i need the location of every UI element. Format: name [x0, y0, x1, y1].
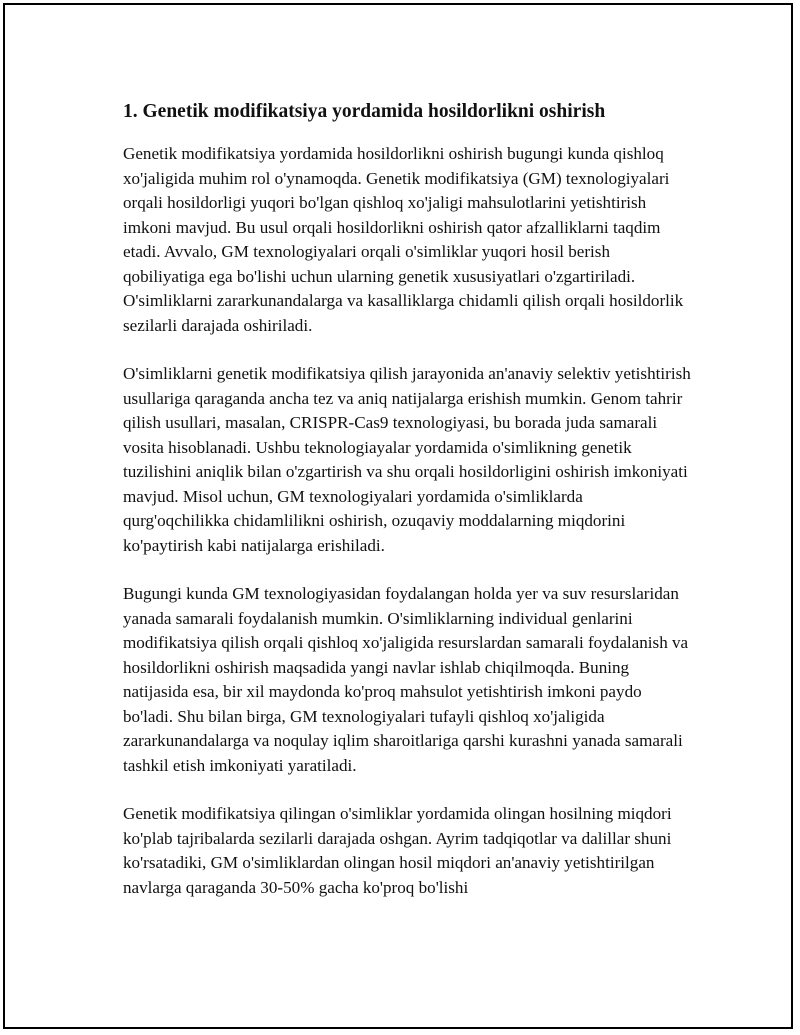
- page-frame: [3, 3, 793, 1029]
- section-heading: 1. Genetik modifikatsiya yordamida hosildorlikni oshirish: [123, 101, 606, 122]
- paragraph-4: Genetik modifikatsiya qilingan o'simliklar yordamida olingan hosilning miqdori ko'plab tajribalarda sezilarli darajada oshgan. Ayrim tadqiqotlar va dalillar shuni ko'rsatadiki, GM o'simliklardan olingan hosil miqdori an'anaviy yetishtirilgan navlarga qaraganda 30-50% gacha ko'proq bo'lishi: [123, 804, 672, 897]
- paragraph-2: O'simliklarni genetik modifikatsiya qilish jarayonida an'anaviy selektiv yetishtirish usullariga qaraganda ancha tez va aniq natijalarga erishish mumkin. Genom tahrir qilish usullari, masalan, CRISPR-Cas9 texnologiyasi, bu borada juda samarali vosita hisoblanadi. Ushbu teknologiayalar yordamida o'simlikning genetik tuzilishini aniqlik bilan o'zgartirish va shu orqali hosildorligini oshirish imkoniyati mavjud. Misol uchun, GM texnologiyalari yordamida o'simliklarda qurg'oqchilikka chidamlilikni oshirish, ozuqaviy moddalarning miqdorini ko'paytirish kabi natijalarga erishiladi.: [123, 364, 691, 555]
- paragraph-3: Bugungi kunda GM texnologiyasidan foydalangan holda yer va suv resurslaridan yanada samarali foydalanish mumkin. O'simliklarning individual genlarini modifikatsiya qilish orqali qishloq xo'jaligida resurslardan samarali foydalanish va hosildorlikni oshirish maqsadida yangi navlar ishlab chiqilmoqda. Buning natijasida esa, bir xil maydonda ko'proq mahsulot yetishtirish imkoni paydo bo'ladi. Shu bilan birga, GM texnologiyalari tufayli qishloq xo'jaligida zararkunandalarga va noqulay iqlim sharoitlariga qarshi kurashni yanada samarali tashkil etish imkoniyati yaratiladi.: [123, 584, 689, 775]
- paragraph-1: Genetik modifikatsiya yordamida hosildorlikni oshirish bugungi kunda qishloq xo'jaligida muhim rol o'ynamoqda. Genetik modifikatsiya (GM) texnologiyalari orqali hosildorligi yuqori bo'lgan qishloq xo'jaligi mahsulotlarini yetishtirish imkoni mavjud. Bu usul orqali hosildorlikni oshirish qator afzalliklarni taqdim etadi. Avvalo, GM texnologiyalari orqali o'simliklar yuqori hosil berish qobiliyatiga ega bo'lishi uchun ularning genetik xususiyatlari o'zgartiriladi. O'simliklarni zararkunandalarga va kasalliklarga chidamli qilish orqali hosildorlik sezilarli darajada oshiriladi.: [123, 144, 684, 335]
- document-body: [123, 100, 693, 924]
